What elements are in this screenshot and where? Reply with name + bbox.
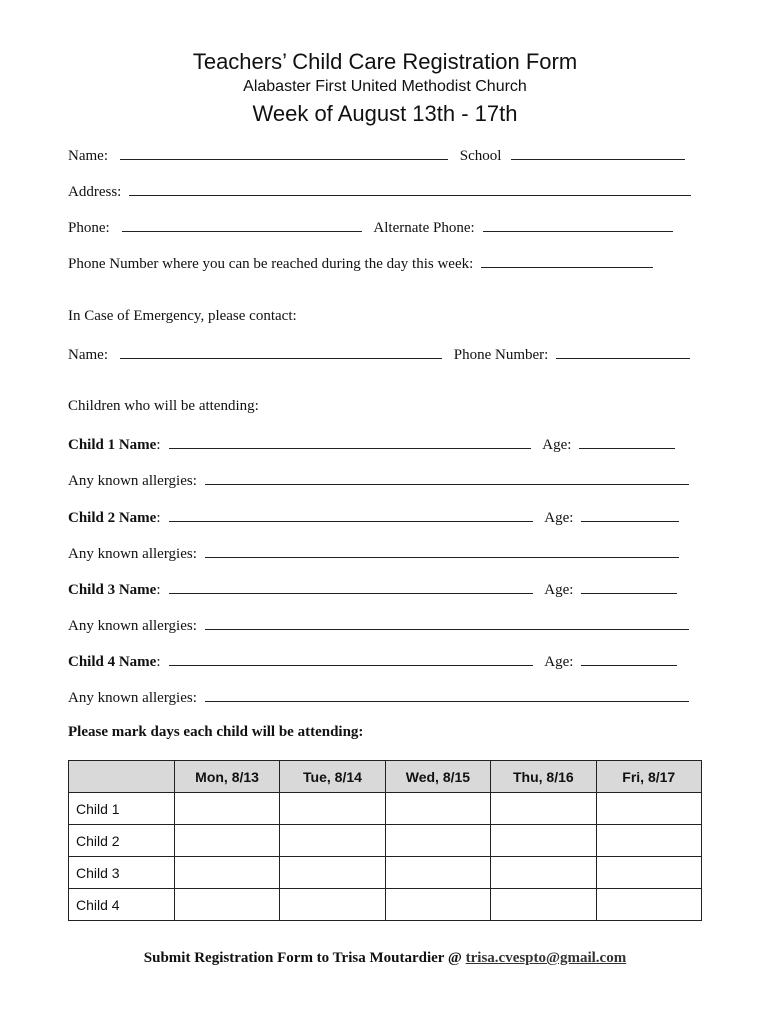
child-4-row: Child 4 Name: Age: bbox=[68, 651, 677, 671]
school-label: School bbox=[459, 148, 502, 164]
child-2-allergies-field[interactable] bbox=[205, 543, 679, 558]
emergency-name-label: Name: bbox=[68, 347, 108, 363]
child-4-age-field[interactable] bbox=[581, 651, 677, 666]
row-label: Child 4 bbox=[69, 889, 175, 921]
day-phone-label: Phone Number where you can be reached during the day this week: bbox=[68, 256, 474, 272]
child-2-age-field[interactable] bbox=[581, 507, 679, 522]
attendance-cell[interactable] bbox=[280, 825, 385, 857]
child-2-allergies-label: Any known allergies: bbox=[68, 546, 197, 562]
children-heading: Children who will be attending: bbox=[68, 398, 259, 414]
child-1-age-field[interactable] bbox=[579, 434, 675, 449]
phone-field[interactable] bbox=[122, 217, 362, 232]
emergency-heading: In Case of Emergency, please contact: bbox=[68, 308, 297, 324]
attendance-cell[interactable] bbox=[491, 889, 596, 921]
address-row bbox=[68, 181, 691, 201]
child-2-row: Child 2 Name: Age: bbox=[68, 507, 679, 527]
phone-row bbox=[68, 217, 673, 237]
row-label: Child 2 bbox=[69, 825, 175, 857]
emergency-phone-label: Phone Number: bbox=[453, 347, 549, 363]
alt-phone-label: Alternate Phone: bbox=[373, 220, 475, 236]
child-3-name-field[interactable] bbox=[169, 579, 533, 594]
attendance-cell[interactable] bbox=[385, 825, 490, 857]
day-header: Tue, 8/14 bbox=[280, 761, 385, 793]
attendance-heading bbox=[68, 724, 363, 741]
child-1-name-field[interactable] bbox=[169, 434, 531, 449]
phone-label: Phone: bbox=[68, 220, 110, 236]
attendance-heading-text: Please mark days each child will be attending: bbox=[68, 724, 364, 740]
teacher-name-row bbox=[68, 145, 685, 165]
attendance-cell[interactable] bbox=[596, 889, 701, 921]
child-1-row: Child 1 Name: Age: bbox=[68, 434, 675, 454]
attendance-cell[interactable] bbox=[280, 889, 385, 921]
attendance-cell[interactable] bbox=[174, 857, 279, 889]
child-2-name-field[interactable] bbox=[169, 507, 533, 522]
emergency-row bbox=[68, 344, 690, 364]
address-field[interactable] bbox=[129, 181, 691, 196]
child-3-age-label: Age: bbox=[544, 582, 574, 598]
child-4-name-field[interactable] bbox=[169, 651, 533, 666]
child-2-name-label: Child 2 Name bbox=[68, 510, 157, 526]
child-2-age-label: Age: bbox=[544, 510, 574, 526]
child-3-row: Child 3 Name: Age: bbox=[68, 579, 677, 599]
attendance-cell[interactable] bbox=[491, 857, 596, 889]
day-phone-field[interactable] bbox=[481, 253, 653, 268]
attendance-table bbox=[68, 760, 702, 921]
child-3-age-field[interactable] bbox=[581, 579, 677, 594]
child-4-age-label: Age: bbox=[544, 654, 574, 670]
child-1-name-label: Child 1 Name bbox=[68, 437, 157, 453]
day-phone-row bbox=[68, 253, 653, 273]
attendance-cell[interactable] bbox=[280, 857, 385, 889]
attendance-cell[interactable] bbox=[280, 793, 385, 825]
attendance-header-row bbox=[69, 761, 702, 793]
table-row bbox=[69, 825, 702, 857]
attendance-cell[interactable] bbox=[174, 825, 279, 857]
address-label: Address: bbox=[68, 184, 122, 200]
table-row bbox=[69, 889, 702, 921]
table-row bbox=[69, 793, 702, 825]
day-header: Mon, 8/13 bbox=[174, 761, 279, 793]
child-1-allergies-row bbox=[68, 470, 689, 490]
submit-text: Submit Registration Form to Trisa Moutardier @ bbox=[143, 950, 466, 966]
submit-instructions bbox=[0, 950, 770, 967]
school-field[interactable] bbox=[511, 145, 685, 160]
name-label: Name: bbox=[68, 148, 108, 164]
church-name: Alabaster First United Methodist Church bbox=[243, 78, 527, 95]
attendance-cell[interactable] bbox=[596, 857, 701, 889]
child-4-allergies-field[interactable] bbox=[205, 687, 689, 702]
attendance-cell[interactable] bbox=[174, 889, 279, 921]
child-1-allergies-label: Any known allergies: bbox=[68, 473, 197, 489]
attendance-cell[interactable] bbox=[385, 889, 490, 921]
child-1-allergies-field[interactable] bbox=[205, 470, 689, 485]
attendance-cell[interactable] bbox=[174, 793, 279, 825]
email-link[interactable]: trisa.cvespto@gmail.com bbox=[465, 950, 627, 966]
attendance-cell[interactable] bbox=[385, 793, 490, 825]
child-3-allergies-field[interactable] bbox=[205, 615, 689, 630]
attendance-cell[interactable] bbox=[596, 793, 701, 825]
child-4-allergies-row bbox=[68, 687, 689, 707]
child-4-name-label: Child 4 Name bbox=[68, 654, 157, 670]
attendance-cell[interactable] bbox=[491, 793, 596, 825]
day-header: Wed, 8/15 bbox=[385, 761, 490, 793]
child-4-allergies-label: Any known allergies: bbox=[68, 690, 197, 706]
row-label: Child 1 bbox=[69, 793, 175, 825]
child-3-allergies-label: Any known allergies: bbox=[68, 618, 197, 634]
child-2-allergies-row bbox=[68, 543, 679, 563]
table-row bbox=[69, 857, 702, 889]
child-3-name-label: Child 3 Name bbox=[68, 582, 157, 598]
attendance-cell[interactable] bbox=[596, 825, 701, 857]
child-3-allergies-row bbox=[68, 615, 689, 635]
attendance-cell[interactable] bbox=[491, 825, 596, 857]
child-1-age-label: Age: bbox=[542, 437, 572, 453]
attendance-cell[interactable] bbox=[385, 857, 490, 889]
name-field[interactable] bbox=[120, 145, 448, 160]
emergency-phone-field[interactable] bbox=[556, 344, 690, 359]
day-header: Thu, 8/16 bbox=[491, 761, 596, 793]
emergency-name-field[interactable] bbox=[120, 344, 442, 359]
day-header: Fri, 8/17 bbox=[596, 761, 701, 793]
week-heading: Week of August 13th - 17th bbox=[252, 101, 518, 126]
form-title: Teachers’ Child Care Registration Form bbox=[192, 49, 578, 74]
corner-cell bbox=[69, 761, 175, 793]
row-label: Child 3 bbox=[69, 857, 175, 889]
alt-phone-field[interactable] bbox=[483, 217, 673, 232]
